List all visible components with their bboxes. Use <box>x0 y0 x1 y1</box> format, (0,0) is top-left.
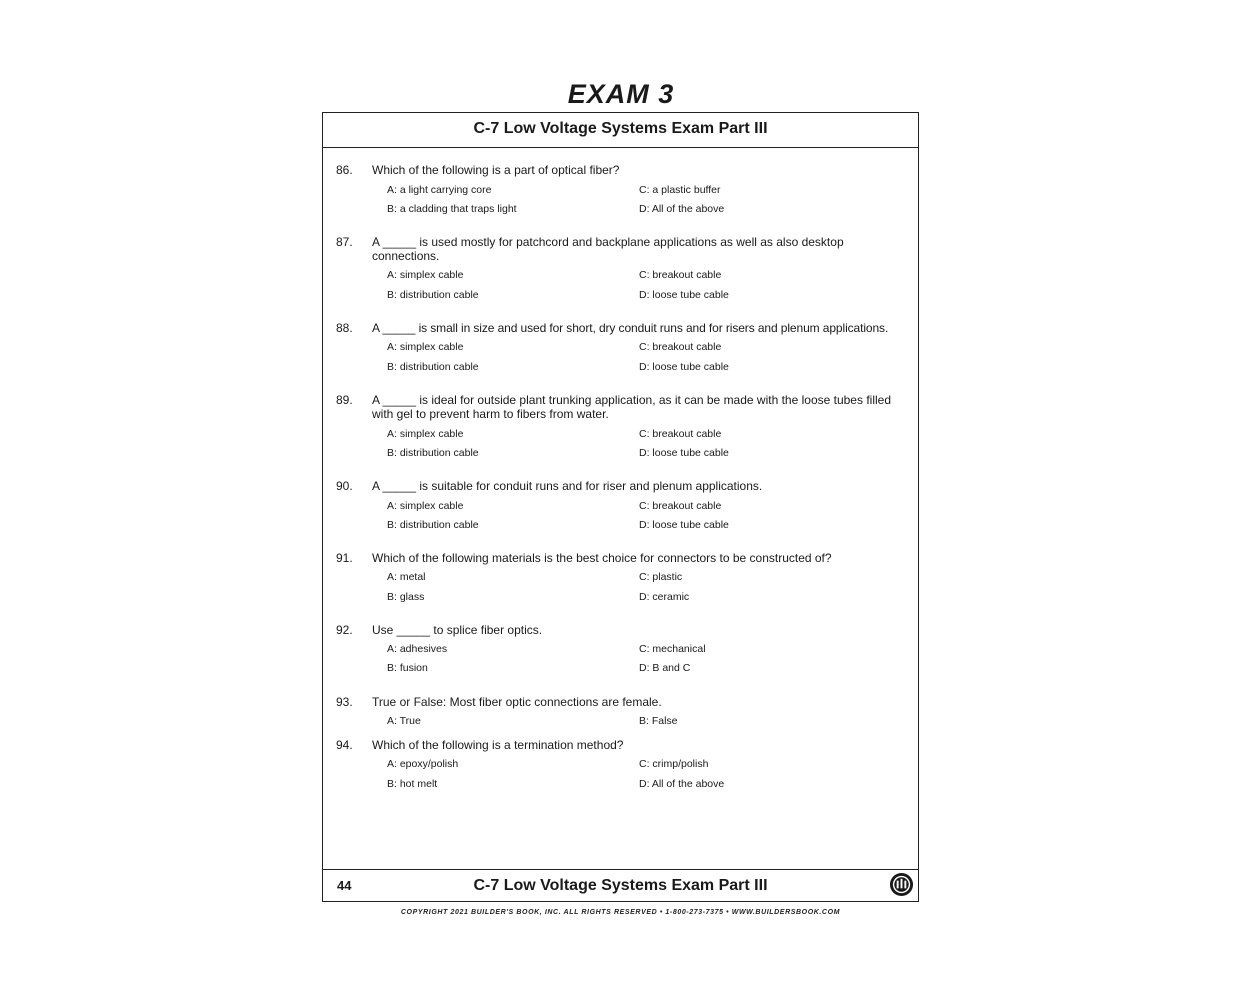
question-number: 90. <box>336 479 353 493</box>
page-footer <box>323 869 918 901</box>
answer-option-b: B: glass <box>387 591 425 603</box>
question-text: A _____ is used mostly for patchcord and backplane applications as well as also desktop connections. <box>372 235 844 263</box>
copyright-notice: COPYRIGHT 2021 BUILDER'S BOOK, INC. ALL RIGHTS RESERVED • 1-800-273-7375 • WWW.BUILDERSBOOK.COM <box>400 909 841 916</box>
question-number: 86. <box>336 163 353 177</box>
answer-option-a: A: a light carrying core <box>387 184 492 196</box>
question-number: 94. <box>336 738 353 752</box>
question-text: Use _____ to splice fiber optics. <box>372 623 543 637</box>
answer-option-d: D: ceramic <box>639 591 690 603</box>
answer-option-a: A: simplex cable <box>387 269 464 281</box>
answer-option-b: B: a cladding that traps light <box>387 203 517 215</box>
answer-option-a: A: metal <box>387 571 426 583</box>
answer-option-b: B: fusion <box>387 662 428 674</box>
answer-option-d: D: B and C <box>639 662 691 674</box>
answer-option-a: A: True <box>387 715 421 727</box>
answer-option-c: C: breakout cable <box>639 341 722 353</box>
answer-option-c: C: breakout cable <box>639 500 722 512</box>
answer-option-c: C: crimp/polish <box>639 758 709 770</box>
answer-option-b: B: False <box>639 715 678 727</box>
question-text: Which of the following is a termination method? <box>372 738 624 752</box>
question-number: 91. <box>336 551 353 565</box>
footer-title: C-7 Low Voltage Systems Exam Part III <box>473 877 768 894</box>
answer-option-b: B: hot melt <box>387 778 438 790</box>
answer-option-a: A: simplex cable <box>387 428 464 440</box>
answer-option-b: B: distribution cable <box>387 447 479 459</box>
answer-option-d: D: loose tube cable <box>639 447 729 459</box>
question-text: A _____ is ideal for outside plant trunking application, as it can be made with the loose tubes filled with gel to prevent harm to fibers from water. <box>372 393 891 421</box>
page-title: EXAM 3 <box>567 79 675 109</box>
question-number: 89. <box>336 393 353 407</box>
answer-option-a: A: epoxy/polish <box>387 758 459 770</box>
answer-option-a: A: adhesives <box>387 643 448 655</box>
question-text: Which of the following materials is the best choice for connectors to be constructed of? <box>372 551 832 565</box>
answer-option-c: C: a plastic buffer <box>639 184 721 196</box>
answer-option-d: D: loose tube cable <box>639 361 729 373</box>
page-number: 44 <box>337 878 352 893</box>
answer-option-c: C: breakout cable <box>639 428 722 440</box>
question-number: 92. <box>336 623 353 637</box>
answer-option-a: A: simplex cable <box>387 500 464 512</box>
answer-option-c: C: breakout cable <box>639 269 722 281</box>
answer-option-d: D: All of the above <box>639 203 725 215</box>
answer-option-d: D: loose tube cable <box>639 519 729 531</box>
question-number: 88. <box>336 321 353 335</box>
answer-option-c: C: mechanical <box>639 643 706 655</box>
builders-book-seal-icon <box>889 872 914 897</box>
question-text: A _____ is suitable for conduit runs and for riser and plenum applications. <box>372 479 763 493</box>
answer-option-d: D: loose tube cable <box>639 289 729 301</box>
answer-option-b: B: distribution cable <box>387 519 479 531</box>
answer-option-a: A: simplex cable <box>387 341 464 353</box>
answer-option-d: D: All of the above <box>639 778 725 790</box>
question-text: True or False: Most fiber optic connections are female. <box>372 695 662 709</box>
answer-option-c: C: plastic <box>639 571 683 583</box>
question-number: 87. <box>336 235 353 249</box>
answer-option-b: B: distribution cable <box>387 361 479 373</box>
question-text: A _____ is small in size and used for short, dry conduit runs and for risers and plenum applications. <box>372 321 889 335</box>
question-text: Which of the following is a part of optical fiber? <box>372 163 620 177</box>
answer-option-b: B: distribution cable <box>387 289 479 301</box>
question-number: 93. <box>336 695 353 709</box>
header-title: C-7 Low Voltage Systems Exam Part III <box>323 113 918 148</box>
